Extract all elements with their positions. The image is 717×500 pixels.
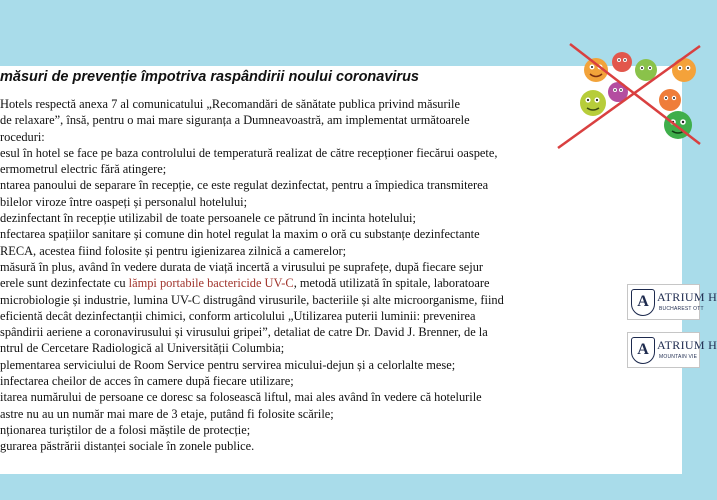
logo-subtitle: BUCHAREST OTT [659, 306, 704, 312]
body-line: plementarea serviciului de Room Service pentru servirea micului-dejun și a celorlalte mese; [0, 357, 456, 372]
body-line: infectarea cheilor de acces în camere după fiecare utilizare; [0, 374, 294, 389]
body-line: eficientă decât dezinfectanții chimici, conform articolului „Utilizarea puterii luminii: prevenirea [0, 308, 476, 323]
uv-line-before: erele sunt dezinfectate cu [0, 276, 129, 291]
body-line: nfectarea spațiilor sanitare și comune din hotel regulat la maxim o oră cu substanțe dezinfectante [0, 227, 480, 242]
atrium-crest-icon: A [631, 289, 655, 316]
crossed-virus-illustration [556, 40, 702, 150]
virus-icon [612, 52, 632, 72]
virus-icon [580, 90, 606, 116]
virus-icon [635, 59, 657, 81]
body-line: de relaxare”, însă, pentru o mai mare siguranța a Dumneavoastră, am implementat următoarele [0, 113, 470, 128]
body-line: RECA, acestea fiind folosite și pentru igienizarea zilnică a camerelor; [0, 243, 347, 258]
atrium-bucharest-logo[interactable] [627, 284, 717, 320]
virus-icon [659, 89, 681, 111]
body-line: microbiologie și industrie, lumina UV-C distrugând virusurile, bacteriile și alte microorganisme, fiind [0, 292, 504, 307]
body-line: ntrul de Cercetare Radiologică al Universității Columbia; [0, 341, 285, 356]
logo-subtitle: MOUNTAIN VIE [659, 354, 698, 360]
logo-brand-name: ATRIUM H [657, 338, 717, 352]
body-line: ermometrul electric fără atingere; [0, 162, 167, 177]
body-line: gurarea păstrării distanței sociale în zonele publice. [0, 439, 255, 454]
uv-line-after: , metodă utilizată în spitale, laboratoare [293, 276, 490, 291]
page-title: măsuri de prevenție împotriva raspândirii noului coronavirus [0, 69, 419, 85]
body-line: măsură în plus, având în vedere durata de viață incertă a virusului pe suprafețe, după fiecare sejur [0, 259, 484, 274]
body-line: ntarea panoului de separare în recepție, ce este regulat dezinfectat, pentru a împiedica transmiterea [0, 178, 489, 193]
body-line: spândirii aeriene a coronavirusului și virusului gripei”, detaliat de catre Dr. David J. Brenner, de la [0, 325, 488, 340]
notice-body [0, 96, 560, 455]
logo-brand-name: ATRIUM H [657, 290, 717, 304]
uv-lamps-link[interactable]: lămpi portabile bactericide UV-C [128, 276, 294, 291]
body-line: nționarea turiștilor de a folosi măștile de protecție; [0, 422, 251, 437]
body-line: dezinfectant în recepție utilizabil de toate persoanele ce pătrund în incinta hotelului; [0, 211, 416, 226]
virus-icon [672, 58, 696, 82]
atrium-crest-icon: A [631, 337, 655, 364]
atrium-mountain-logo[interactable] [627, 332, 717, 368]
uv-lamp-line [0, 275, 560, 291]
body-line: roceduri: [0, 129, 45, 144]
body-line: Hotels respectă anexa 7 al comunicatului „Recomandări de sănătate publica privind măsurile [0, 97, 460, 111]
body-line: astre nu au un număr mai mare de 3 etaje, putând fi folosite scările; [0, 406, 334, 421]
body-line: esul în hotel se face pe baza controlului de temperatură realizat de către recepționer fiecărui oaspete, [0, 145, 498, 160]
body-line: bilelor viroze între oaspeți și personalul hotelului; [0, 194, 248, 209]
body-line: itarea numărului de persoane ce doresc sa folosească liftul, mai ales având în vedere că hotelurile [0, 390, 482, 405]
